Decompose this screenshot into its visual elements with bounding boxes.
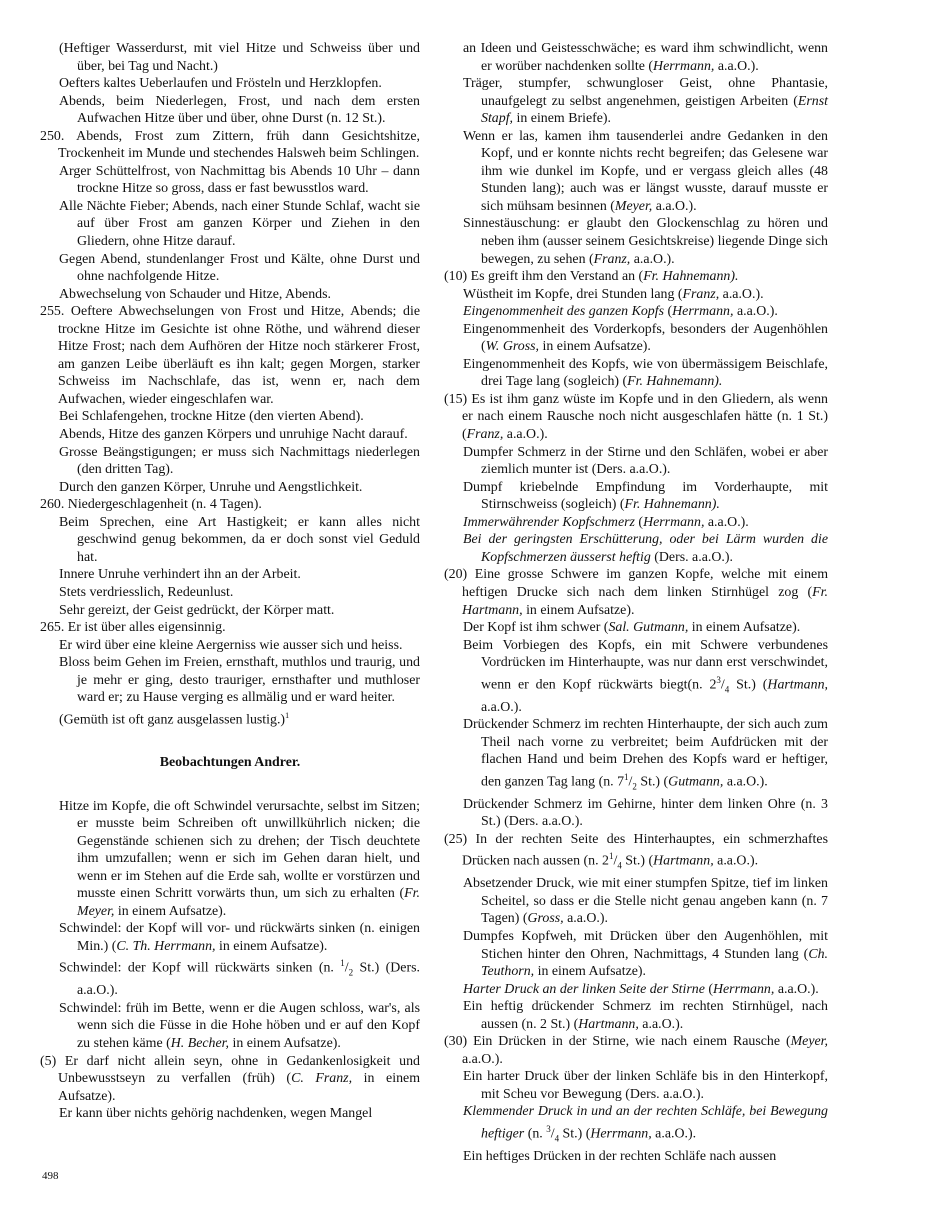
observation-entry: Harter Druck an der linken Seite der Stirne (Herrmann, a.a.O.). bbox=[463, 981, 819, 997]
observation-entry: Bei der geringsten Erschütterung, oder bei Lärm wurden die Kopfschmerzen äusserst heftig (Ders. a.a.O.). bbox=[463, 532, 828, 565]
observation-entry: Träger, stumpfer, schwungloser Geist, ohne Phantasie, unaufgelegt zu selbst angenehmen, geistigen Arbeiten (Ernst Stapf, in einem Briefe). bbox=[463, 76, 828, 127]
right-column bbox=[444, 40, 828, 1166]
page-number: 498 bbox=[42, 1170, 59, 1182]
observation-entry: (5) Er darf nicht allein seyn, ohne in Gedankenlosigkeit und Unbewusstseyn zu verfallen (früh) (C. Franz, in einem Aufsatze). bbox=[40, 1053, 420, 1104]
symptom-entry: 255. Oeftere Abwechselungen von Frost und Hitze, Abends; die trockne Hitze im Gesichte ist ohne Röthe, und während dieser Hitze Frost; nach dem Aufhören der Hitze noch stärkerer Frost, am ganzen Leibe überläuft es ihn kalt; gegen Morgen, starker Schweiss im Nachschlafe, das ist, wenn er, nach dem Aufwachen, wieder eingeschlafen war. bbox=[40, 304, 420, 407]
observation-entry: Drückender Schmerz im Gehirne, hinter dem linken Ohre (n. 3 St.) (Ders. a.a.O.). bbox=[463, 796, 828, 830]
symptom-entry: 265. Er ist über alles eigensinnig. bbox=[40, 620, 226, 636]
observation-entry: Immerwährender Kopfschmerz (Herrmann, a.a.O.). bbox=[463, 514, 749, 530]
symptom-entry: Grosse Beängstigungen; er muss sich Nachmittags niederlegen (den dritten Tag). bbox=[59, 444, 420, 478]
observation-entry: Wenn er las, kamen ihm tausenderlei andre Gedanken in den Kopf, und er konnte nichts recht begreifen; das Gelesene war ihm wie dunkel im Kopfe, und er vergass gleich alles (48 Stunden lang); auch was er längst wusste, darauf musste er sich mühsam besinnen (Meyer, a.a.O.). bbox=[463, 128, 828, 214]
observation-entry: Dumpf kriebelnde Empfindung im Vorderhaupte, mit Stirnschweiss (sogleich) (Fr. Hahnemann). bbox=[463, 479, 828, 513]
observation-entry: Hitze im Kopfe, die oft Schwindel verursachte, selbst im Sitzen; er musste beim Schreiben oft unwillkührlich nicken; die Gegenstände schienen sich zu drehen; der Tisch deuchtete ihm umzufallen; wenn er sich im Gehen daran hielt, und wenn er im Stehen auf die Erde sah, wollte er vorstürzen und musste einen Schritt vorwärts thun, um sich zu erhalten (Fr. Meyer, in einem Aufsatze). bbox=[59, 798, 420, 919]
symptom-entry: Gegen Abend, stundenlanger Frost und Kälte, ohne Durst und ohne nachfolgende Hitze. bbox=[59, 251, 420, 285]
observation-entry: Eingenommenheit des ganzen Kopfs (Herrmann, a.a.O.). bbox=[463, 304, 778, 320]
left-column bbox=[40, 40, 420, 1123]
symptom-entry: Sehr gereizt, der Geist gedrückt, der Körper matt. bbox=[59, 602, 335, 618]
observation-entry: Wüstheit im Kopfe, drei Stunden lang (Franz, a.a.O.). bbox=[463, 286, 764, 302]
observation-entry: (30) Ein Drücken in der Stirne, wie nach einem Rausche (Meyer, a.a.O.). bbox=[444, 1034, 828, 1067]
observation-entry: Er kann über nichts gehörig nachdenken, wegen Mangel bbox=[59, 1106, 373, 1122]
observation-entry: Sinnestäuschung: er glaubt den Glockenschlag zu hören und neben ihm (ausser seinem Gesichtskreise) liegende Dinge sich bewegen, zu sehen (Franz, a.a.O.). bbox=[463, 216, 828, 267]
observation-entry: Eingenommenheit des Kopfs, wie von übermässigem Beischlafe, drei Tage lang (sogleich) (Fr. Hahnemann). bbox=[463, 356, 828, 390]
symptom-entry: Oefters kaltes Ueberlaufen und Frösteln und Herzklopfen. bbox=[59, 76, 382, 92]
observation-entry: Ein heftiges Drücken in der rechten Schläfe nach aussen bbox=[463, 1148, 777, 1164]
symptom-entry: (Gemüth ist oft ganz ausgelassen lustig.)$^1$ bbox=[59, 710, 290, 728]
symptom-entry: 250. Abends, Frost zum Zittern, früh dann Gesichtshitze, Trockenheit im Munde und stechendes Halsweh beim Schlingen. bbox=[40, 128, 420, 162]
observation-entry: Ein heftig drückender Schmerz im rechten Stirnhügel, nach aussen (n. 2 St.) (Hartmann, a.a.O.). bbox=[463, 999, 828, 1032]
symptom-entry: Abends, beim Niederlegen, Frost, und nach dem ersten Aufwachen Hitze über und über, ohne Durst (n. 12 St.). bbox=[59, 93, 420, 127]
observation-entry: Der Kopf ist ihm schwer (Sal. Gutmann, in einem Aufsatze). bbox=[463, 620, 801, 636]
observation-entry: Dumpfer Schmerz in der Stirne und den Schläfen, wobei er aber ziemlich munter ist (Ders. a.a.O.). bbox=[463, 444, 828, 478]
symptom-entry: Abwechselung von Schauder und Hitze, Abends. bbox=[59, 286, 331, 302]
observation-entry: Eingenommenheit des Vorderkopfs, besonders der Augenhöhlen (W. Gross, in einem Aufsatze). bbox=[463, 321, 828, 355]
observation-entry: an Ideen und Geistesschwäche; es ward ihm schwindlicht, wenn er worüber nachdenken sollte (Herrmann, a.a.O.). bbox=[463, 41, 828, 74]
symptom-entry: Bloss beim Gehen im Freien, ernsthaft, muthlos und traurig, und je mehr er ging, desto trauriger, ernsthafter und muthloser ward er; zu Hause verging es allmälig und er ward heiter. bbox=[59, 655, 420, 706]
symptom-entry: Er wird über eine kleine Aergerniss wie ausser sich und heiss. bbox=[59, 637, 403, 653]
symptom-entry: Abends, Hitze des ganzen Körpers und unruhige Nacht darauf. bbox=[59, 427, 408, 443]
section-heading: Beobachtungen Andrer. bbox=[159, 754, 301, 770]
observation-entry: (20) Eine grosse Schwere im ganzen Kopfe, welche mit einem heftigen Drucke sich nach dem linken Stirnhügel zog (Fr. Hartmann, in einem Aufsatze). bbox=[444, 567, 828, 618]
observation-entry: Klemmender Druck in und an der rechten Schläfe, bei Bewegung heftiger (n. $^3/_4$ St.) (Herrmann, a.a.O.). bbox=[463, 1104, 828, 1144]
symptom-entry: Alle Nächte Fieber; Abends, nach einer Stunde Schlaf, wacht sie auf über Frost am ganzen Körper und Ziehen in den Gliedern, ohne Hitze darauf. bbox=[59, 198, 420, 250]
observation-entry: Ein harter Druck über der linken Schläfe bis in den Hinterkopf, mit Scheu vor Bewegung (Ders. a.a.O.). bbox=[463, 1069, 828, 1102]
symptom-entry: 260. Niedergeschlagenheit (n. 4 Tagen). bbox=[40, 497, 262, 513]
observation-entry: (10) Es greift ihm den Verstand an (Fr. Hahnemann). bbox=[444, 269, 739, 285]
symptom-entry: Stets verdriesslich, Redeunlust. bbox=[59, 584, 234, 600]
observation-entry: Schwindel: der Kopf will vor- und rückwärts sinken (n. einigen Min.) (C. Th. Herrmann, in einem Aufsatze). bbox=[59, 921, 420, 954]
observation-entry: Schwindel: der Kopf will rückwärts sinken (n. $^1/_2$ St.) (Ders. a.a.O.). bbox=[59, 958, 420, 999]
symptom-entry: Innere Unruhe verhindert ihn an der Arbeit. bbox=[59, 567, 301, 583]
symptom-entry: (Heftiger Wasserdurst, mit viel Hitze und Schweiss über und über, bei Tag und Nacht.) bbox=[59, 41, 420, 74]
observation-entry: (25) In der rechten Seite des Hinterhauptes, ein schmerzhaftes Drücken nach aussen (n. $2^1/_4$ St.) (Hartmann, a.a.O.). bbox=[444, 831, 828, 871]
observation-entry: Drückender Schmerz im rechten Hinterhaupte, der sich auch zum Theil nach vorne zu verbreitet; beim Aufdrücken mit der flachen Hand und beim Drehen des Kopfs ward er heftiger, den ganzen Tag lang (n. $7^1/_2$ St.) (Gutmann, a.a.O.). bbox=[463, 717, 828, 792]
symptom-entry: Beim Sprechen, eine Art Hastigkeit; er kann alles nicht geschwind genug bekommen, da er doch sonst viel Geduld hat. bbox=[59, 514, 420, 565]
symptom-entry: Bei Schlafengehen, trockne Hitze (den vierten Abend). bbox=[59, 409, 364, 425]
observation-entry: (15) Es ist ihm ganz wüste im Kopfe und in den Gliedern, als wenn er nach einem Rausche noch nicht ausgeschlafen hätte (n. 1 St.) (Franz, a.a.O.). bbox=[444, 391, 828, 443]
symptom-entry: Durch den ganzen Körper, Unruhe und Aengstlichkeit. bbox=[59, 479, 363, 495]
symptom-entry: Arger Schüttelfrost, von Nachmittag bis Abends 10 Uhr – dann trockne Hitze so gross, dass er fast bewusstlos ward. bbox=[59, 163, 420, 197]
observation-entry: Beim Vorbiegen des Kopfs, ein mit Schwere verbundenes Vordrücken im Hinterhaupte, was nur dann erst verschwindet, wenn er den Kopf rückwärts biegt(n. $2^3/_4$ St.) (Hartmann, a.a.O.). bbox=[463, 637, 828, 715]
observation-entry: Dumpfes Kopfweh, mit Drücken über den Augenhöhlen, mit Stichen hinter den Ohren, Nachmittags, 4 Stunden lang (Ch. Teuthorn, in einem Aufsatze). bbox=[463, 929, 828, 980]
observation-entry: Absetzender Druck, wie mit einer stumpfen Spitze, tief im linken Scheitel, so dass er die Stelle nicht genau angeben kann (n. 7 Tagen) (Gross, a.a.O.). bbox=[463, 876, 828, 927]
observation-entry: Schwindel: früh im Bette, wenn er die Augen schloss, war's, als wenn sich die Füsse in die Hohe höben und er auf den Kopf zu stehen käme (H. Becher, in einem Aufsatze). bbox=[59, 1000, 420, 1052]
